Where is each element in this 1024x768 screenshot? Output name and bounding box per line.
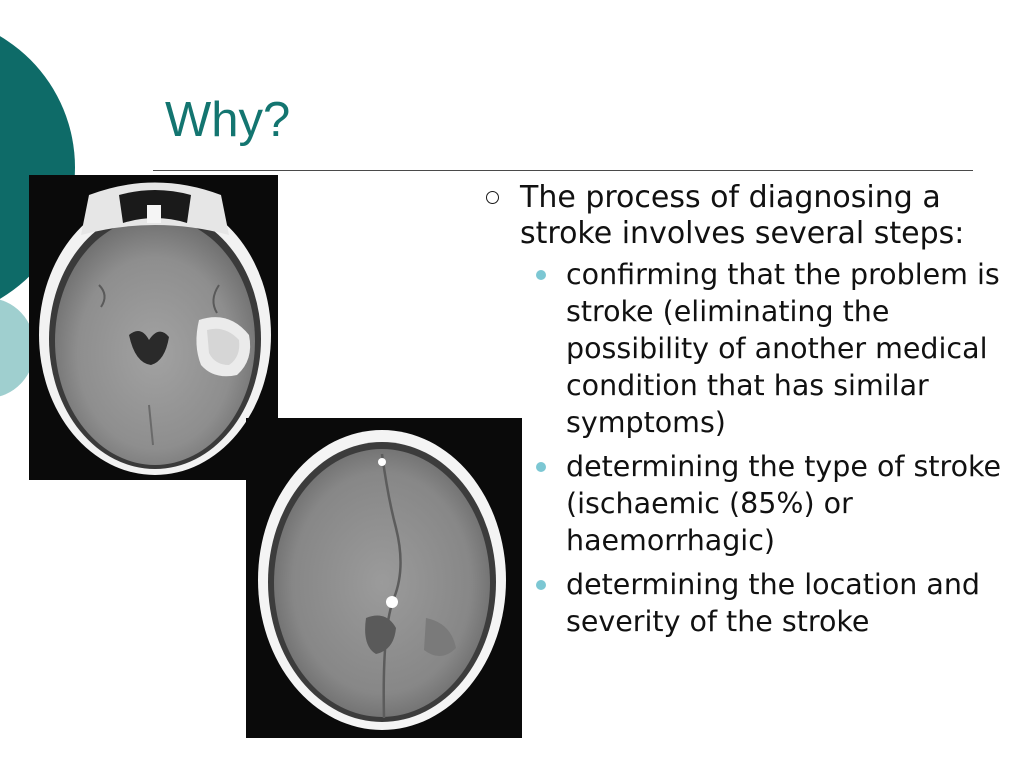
sub-bullet-item <box>478 256 1018 441</box>
slide-content <box>478 180 1018 647</box>
main-bullet-text: The process of diagnosing a stroke involves several steps: <box>520 180 965 251</box>
sub-bullet-text: confirming that the problem is stroke (eliminating the possibility of another medical condition that has similar symptoms) <box>566 258 1000 439</box>
hollow-circle-bullet-icon <box>486 191 499 204</box>
main-bullet-item <box>478 180 1018 252</box>
dot-bullet-icon <box>536 580 546 590</box>
sub-bullet-list <box>478 256 1018 640</box>
sub-bullet-item <box>478 566 1018 640</box>
sub-bullet-text: determining the type of stroke (ischaemic (85%) or haemorrhagic) <box>566 450 1002 557</box>
dot-bullet-icon <box>536 270 546 280</box>
slide-title: Why? <box>165 93 291 147</box>
sub-bullet-text: determining the location and severity of the stroke <box>566 568 981 638</box>
sub-bullet-item <box>478 448 1018 559</box>
dot-bullet-icon <box>536 462 546 472</box>
title-divider <box>153 170 973 171</box>
ct-scan-hemorrhagic-image <box>29 175 278 480</box>
